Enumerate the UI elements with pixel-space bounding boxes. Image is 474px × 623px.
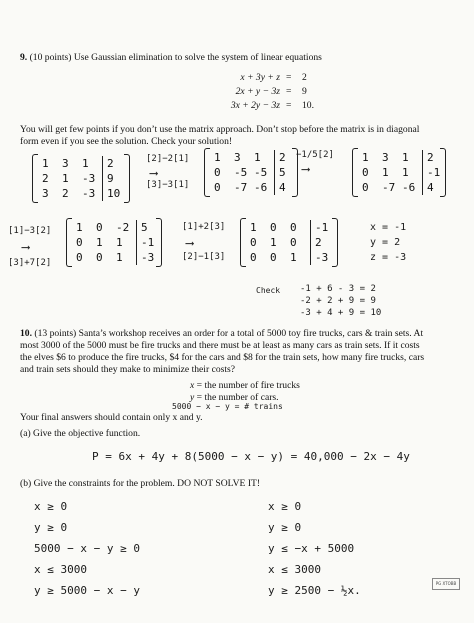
m2-cell: 1 bbox=[254, 151, 261, 164]
op2: −1/5[2] bbox=[296, 150, 334, 160]
constraint-right-5: y ≥ 2500 − ½x. bbox=[268, 584, 361, 597]
def-x-var: x bbox=[190, 380, 195, 391]
q10-text-2: most 3000 of the 5000 must be fire trucks and there must be at least as many cars as train sets. If it costs bbox=[20, 340, 420, 351]
solution-y: y = 2 bbox=[370, 237, 401, 248]
m4-cell: -2 bbox=[116, 221, 130, 234]
q10-line-1 bbox=[20, 328, 423, 340]
m4-cell: 0 bbox=[96, 251, 103, 264]
constraint-right-3: y ≤ −x + 5000 bbox=[268, 542, 355, 555]
constraint-left-3: 5000 − x − y ≥ 0 bbox=[34, 542, 140, 555]
m1-cell: 1 bbox=[62, 172, 69, 185]
constraints-right bbox=[268, 496, 361, 601]
def-trains-handwritten: 5000 − x − y = # trains bbox=[172, 402, 283, 411]
q10-number: 10. bbox=[20, 328, 32, 339]
m2-cell: -6 bbox=[254, 181, 268, 194]
m1-cell: 2 bbox=[102, 156, 120, 171]
op3b: [3]+7[2] bbox=[8, 258, 52, 268]
m1-cell: 3 bbox=[42, 187, 49, 200]
m2-cell: 5 bbox=[274, 165, 288, 180]
m3-cell: -6 bbox=[402, 181, 416, 194]
m1-cell: 9 bbox=[102, 171, 120, 186]
m5-cell: -1 bbox=[310, 220, 328, 235]
check-label: Check bbox=[256, 286, 281, 295]
arrow-2: ⟶ bbox=[302, 162, 310, 176]
m2-cell: -7 bbox=[234, 181, 248, 194]
m4-cell: 0 bbox=[76, 236, 83, 249]
m5-cell: 0 bbox=[290, 236, 297, 249]
op4b: [2]−1[3] bbox=[182, 252, 226, 262]
q9-heading bbox=[20, 52, 322, 64]
m1-cell: 3 bbox=[62, 157, 69, 170]
solution-x: x = -1 bbox=[370, 222, 407, 233]
arrow-1: ⟶ bbox=[150, 166, 158, 180]
m4-cell: 1 bbox=[96, 236, 103, 249]
m5-cell: 1 bbox=[250, 221, 257, 234]
q9-number: 9. bbox=[20, 52, 28, 63]
eq3-lhs: 3x + 2y − 3z bbox=[230, 100, 280, 111]
m1-cell: 2 bbox=[42, 172, 49, 185]
arrow-4: ⟶ bbox=[186, 236, 194, 250]
solution-z: z = -3 bbox=[370, 252, 407, 263]
m5-cell: 0 bbox=[250, 251, 257, 264]
m2-cell: 0 bbox=[214, 166, 221, 179]
m3-cell: 0 bbox=[362, 166, 369, 179]
m5-cell: -3 bbox=[310, 250, 328, 265]
m2-cell: 0 bbox=[214, 181, 221, 194]
matrix-2 bbox=[204, 148, 298, 197]
m1-cell: 10 bbox=[102, 186, 120, 201]
arrow-3: ⟶ bbox=[22, 240, 30, 254]
corner-stamp: PG XTOBB bbox=[432, 578, 460, 590]
constraint-right-2: y ≥ 0 bbox=[268, 521, 302, 534]
m1-cell: 1 bbox=[82, 157, 89, 170]
m1-cell: -3 bbox=[82, 187, 96, 200]
matrix-1 bbox=[32, 154, 130, 203]
op1a: [2]−2[1] bbox=[146, 154, 190, 164]
check-line-2: -2 + 2 + 9 = 9 bbox=[300, 296, 376, 306]
m4-cell: 0 bbox=[76, 251, 83, 264]
def-x-text: = the number of fire trucks bbox=[196, 380, 300, 391]
constraint-left-5: y ≥ 5000 − x − y bbox=[34, 584, 140, 597]
m3-cell: 4 bbox=[422, 180, 436, 195]
q10-text-3: the elves $6 to produce the fire trucks, $4 for the cars and $8 for the train sets, how many fire trucks, cars bbox=[20, 352, 425, 363]
m5-cell: 2 bbox=[310, 235, 328, 250]
m2-cell: -5 bbox=[254, 166, 268, 179]
op1b: [3]−3[1] bbox=[146, 180, 190, 190]
q10-text-1: (13 points) Santa’s workshop receives an order for a total of 5000 toy fire trucks, cars & train sets. At bbox=[34, 328, 424, 339]
m4-cell: 0 bbox=[96, 221, 103, 234]
q9-instructions-1: You will get few points if you don’t use the matrix approach. Don’t stop before the matrix is in diagonal bbox=[20, 124, 420, 135]
m5-cell: 1 bbox=[290, 251, 297, 264]
eq2-lhs: 2x + y − 3z bbox=[235, 86, 280, 97]
eq3-op: = bbox=[286, 100, 292, 111]
matrix-5 bbox=[240, 218, 338, 267]
m3-cell: 2 bbox=[422, 150, 436, 165]
m1-cell: 2 bbox=[62, 187, 69, 200]
m3-cell: 1 bbox=[402, 166, 409, 179]
m3-cell: 3 bbox=[382, 151, 389, 164]
q10-part-a: (a) Give the objective function. bbox=[20, 428, 141, 439]
eq2-op: = bbox=[286, 86, 292, 97]
check-line-3: -3 + 4 + 9 = 10 bbox=[300, 308, 382, 318]
constraint-left-4: x ≤ 3000 bbox=[34, 563, 87, 576]
matrix-4 bbox=[66, 218, 162, 267]
eq1-rhs: 2 bbox=[302, 72, 307, 83]
constraint-left-1: x ≥ 0 bbox=[34, 500, 68, 513]
m2-cell: 2 bbox=[274, 150, 288, 165]
m5-cell: 0 bbox=[250, 236, 257, 249]
m2-cell: -5 bbox=[234, 166, 248, 179]
eq3-rhs: 10. bbox=[302, 100, 314, 111]
constraint-left-2: y ≥ 0 bbox=[34, 521, 68, 534]
m4-cell: 1 bbox=[116, 236, 123, 249]
m4-cell: 1 bbox=[116, 251, 123, 264]
constraints-left bbox=[34, 496, 140, 601]
m3-cell: 1 bbox=[382, 166, 389, 179]
op3a: [1]−3[2] bbox=[8, 226, 52, 236]
m4-cell: 5 bbox=[136, 220, 152, 235]
m3-cell: -7 bbox=[382, 181, 396, 194]
eq1-op: = bbox=[286, 72, 292, 83]
m5-cell: 0 bbox=[270, 221, 277, 234]
q10-part-b: (b) Give the constraints for the problem. DO NOT SOLVE IT! bbox=[20, 478, 261, 489]
def-y-var: y bbox=[190, 392, 195, 403]
m3-cell: -1 bbox=[422, 165, 436, 180]
m3-cell: 1 bbox=[362, 151, 369, 164]
q10-final-note: Your final answers should contain only x and y. bbox=[20, 412, 203, 423]
m5-cell: 1 bbox=[270, 236, 277, 249]
constraint-right-1: x ≥ 0 bbox=[268, 500, 302, 513]
m4-cell: -3 bbox=[136, 250, 152, 265]
m1-cell: -3 bbox=[82, 172, 96, 185]
m3-cell: 0 bbox=[362, 181, 369, 194]
m2-cell: 4 bbox=[274, 180, 288, 195]
m4-cell: 1 bbox=[76, 221, 83, 234]
q10-def-x bbox=[190, 380, 300, 392]
objective-function: P = 6x + 4y + 8(5000 − x − y) = 40,000 − 2x − 4y bbox=[92, 450, 410, 463]
constraint-right-4: x ≤ 3000 bbox=[268, 563, 321, 576]
q9-header: (10 points) Use Gaussian elimination to solve the system of linear equations bbox=[29, 52, 322, 63]
op4a: [1]+2[3] bbox=[182, 222, 226, 232]
q9-instructions-2: form even if you see the solution. Check your solution! bbox=[20, 136, 233, 147]
eq2-rhs: 9 bbox=[302, 86, 307, 97]
q10-text-4: and train sets should they make to minimize their costs? bbox=[20, 364, 236, 375]
matrix-3 bbox=[352, 148, 446, 197]
check-line-1: -1 + 6 - 3 = 2 bbox=[300, 284, 376, 294]
m3-cell: 1 bbox=[402, 151, 409, 164]
m5-cell: 0 bbox=[290, 221, 297, 234]
m4-cell: -1 bbox=[136, 235, 152, 250]
m2-cell: 3 bbox=[234, 151, 241, 164]
m5-cell: 0 bbox=[270, 251, 277, 264]
m1-cell: 1 bbox=[42, 157, 49, 170]
eq1-lhs: x + 3y + z bbox=[240, 72, 280, 83]
def-y-text: = the number of cars. bbox=[196, 392, 279, 403]
m2-cell: 1 bbox=[214, 151, 221, 164]
